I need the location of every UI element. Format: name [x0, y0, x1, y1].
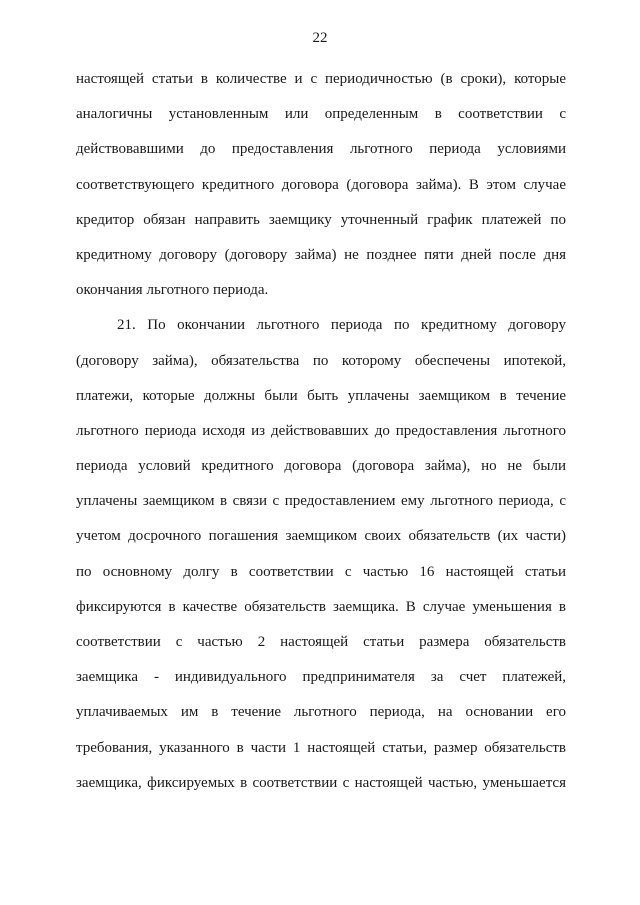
text-line: уплачены заемщиком в связи с предоставлением ему льготного периода, с [76, 493, 566, 510]
text-line: кредитор обязан направить заемщику уточненный график платежей по [76, 211, 566, 228]
text-line: учетом досрочного погашения заемщиком своих обязательств (их части) [76, 528, 566, 545]
page-number: 22 [312, 30, 328, 46]
text-line: уплачиваемых им в течение льготного периода, на основании его [76, 704, 566, 721]
text-line: периода условий кредитного договора (договора займа), но не были [76, 458, 566, 475]
text-line: настоящей статьи в количестве и с периодичностью (в сроки), которые [76, 71, 566, 87]
text-line: окончания льготного периода. [76, 282, 269, 299]
paragraph-2 [76, 308, 566, 801]
text-line: соответствии с частью 2 настоящей статьи размера обязательств [76, 634, 566, 650]
text-line: заемщика - индивидуального предпринимателя за счет платежей, [76, 669, 566, 686]
paragraph-1 [76, 62, 566, 308]
text-line: требования, указанного в части 1 настоящей статьи, размер обязательств [76, 739, 566, 756]
text-line: кредитному договору (договору займа) не позднее пяти дней после дня [76, 246, 566, 263]
text-line: фиксируются в качестве обязательств заемщика. В случае уменьшения в [76, 598, 566, 615]
text-line: платежи, которые должны были быть уплачены заемщиком в течение [76, 387, 566, 404]
text-line: действовавшими до предоставления льготного периода условиями [76, 141, 566, 158]
text-line: по основному долгу в соответствии с частью 16 настоящей статьи [76, 563, 566, 580]
text-line: льготного периода исходя из действовавших до предоставления льготного [76, 422, 566, 439]
text-line: соответствующего кредитного договора (договора займа). В этом случае [76, 176, 566, 193]
document-body [76, 62, 566, 801]
text-line: (договору займа), обязательства по которому обеспечены ипотекой, [76, 352, 566, 369]
text-line: аналогичны установленным или определенным в соответствии с [76, 106, 566, 123]
text-line: заемщика, фиксируемых в соответствии с настоящей частью, уменьшается [76, 774, 566, 791]
text-line: 21. По окончании льготного периода по кредитному договору [117, 317, 566, 334]
